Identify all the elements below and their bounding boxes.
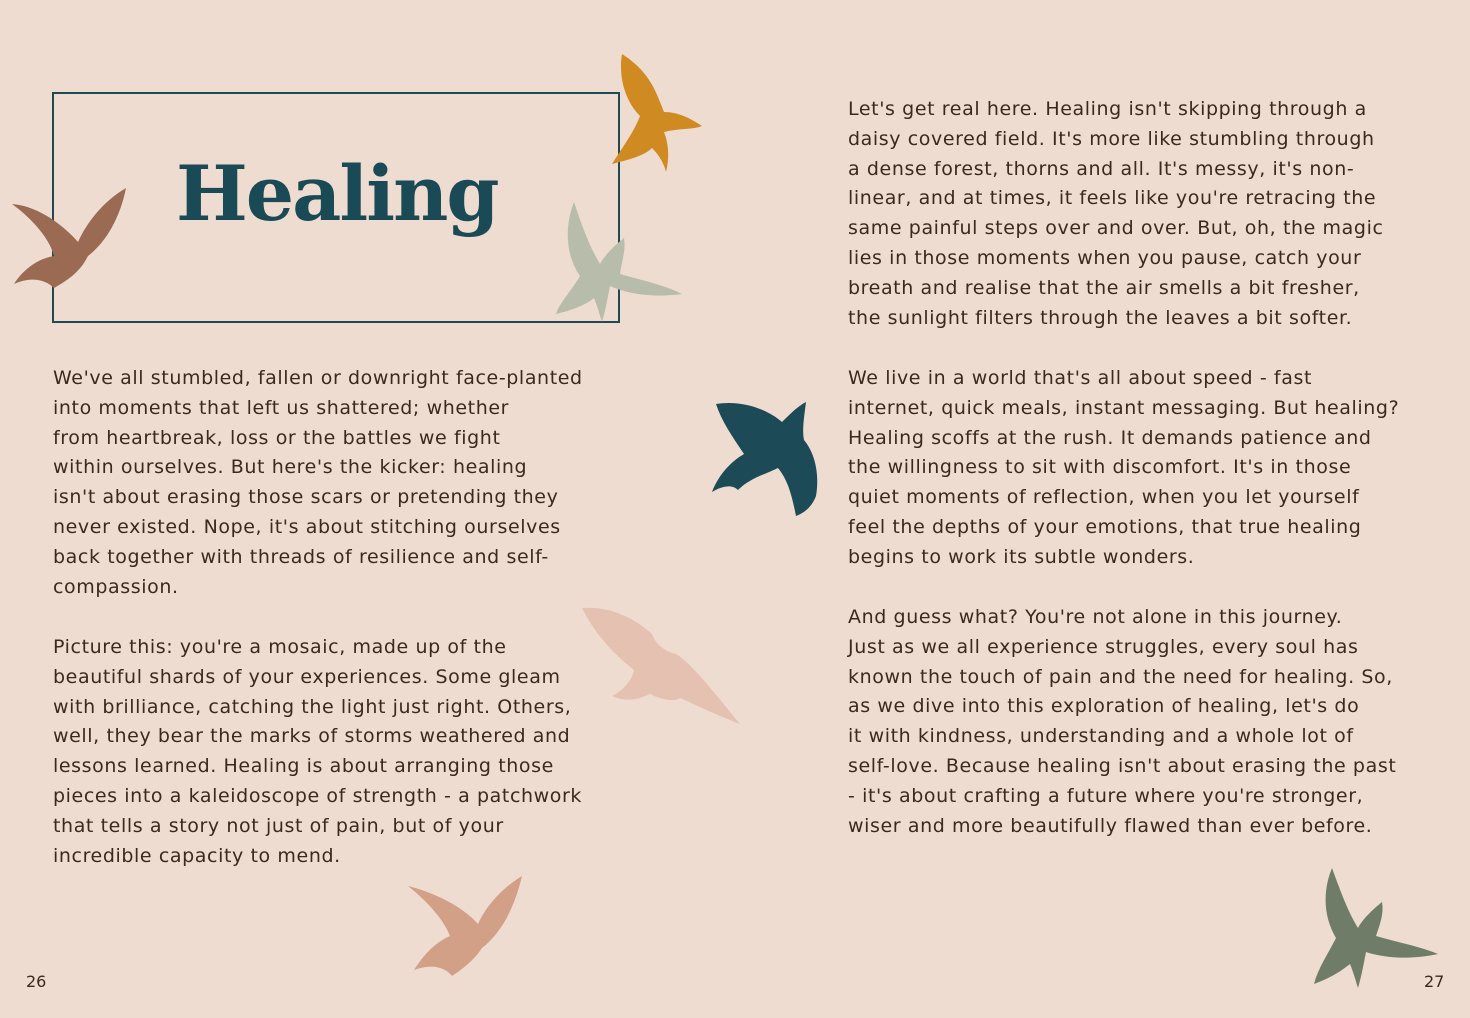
sage-bird-icon — [554, 198, 684, 324]
olive-bird-icon — [1308, 866, 1440, 990]
blush-bird-icon — [580, 604, 742, 728]
left-paragraph-2: Picture this: you're a mosaic, made up of the beautiful shards of your experiences. Some gleam with brilliance, catching the light just right. Others, well, they bear the marks of storms weathered and lessons learned. Healing is about arranging those pieces into a kaleidoscope of strength - a patchwork that tells a story not just of pain, but of your incredible capacity to mend. — [53, 636, 583, 867]
brown-bird-icon — [10, 184, 130, 292]
page-title: Healing — [176, 149, 498, 238]
right-paragraph-3: And guess what? You're not alone in this journey. Just as we all experience struggles, every soul has known the touch of pain and the need for healing. So, as we dive into this exploration of healing, let's do it with kindness, understanding and a whole lot of self-love. Because healing isn't about erasing the past - it's about crafting a future where you're stronger, wiser and more beautifully flawed than ever before. — [848, 606, 1397, 837]
teal-bird-icon — [710, 396, 822, 518]
mustard-bird-icon — [604, 52, 704, 176]
right-paragraph-1: Let's get real here. Healing isn't skipping through a daisy covered field. It's more like stumbling through a dense forest, thorns and all. It's messy, it's non- linear, and at times, it feels like you're retracing the same painful steps over and over. But, oh, the magic lies in those moments when you pause, catch your breath and realise that the air smells a bit fresher, the sunlight filters through the leaves a bit softer. — [848, 98, 1384, 329]
page-number-right: 27 — [1424, 972, 1445, 991]
terracotta-bird-icon — [406, 874, 524, 978]
page-number-left: 26 — [26, 972, 47, 991]
left-paragraph-1: We've all stumbled, fallen or downright face-planted into moments that left us shattered; whether from heartbreak, loss or the battles we fight within ourselves. But here's the kicker: healing isn't about erasing those scars or pretending they never existed. Nope, it's about stitching ourselves back together with threads of resilience and self- compassion. — [53, 367, 583, 598]
right-paragraph-2: We live in a world that's all about speed - fast internet, quick meals, instant messaging. But healing? Healing scoffs at the rush. It demands patience and the willingness to sit with discomfort. It's in those quiet moments of reflection, when you let yourself feel the depths of your emotions, that true healing begins to work its subtle wonders. — [848, 367, 1400, 568]
